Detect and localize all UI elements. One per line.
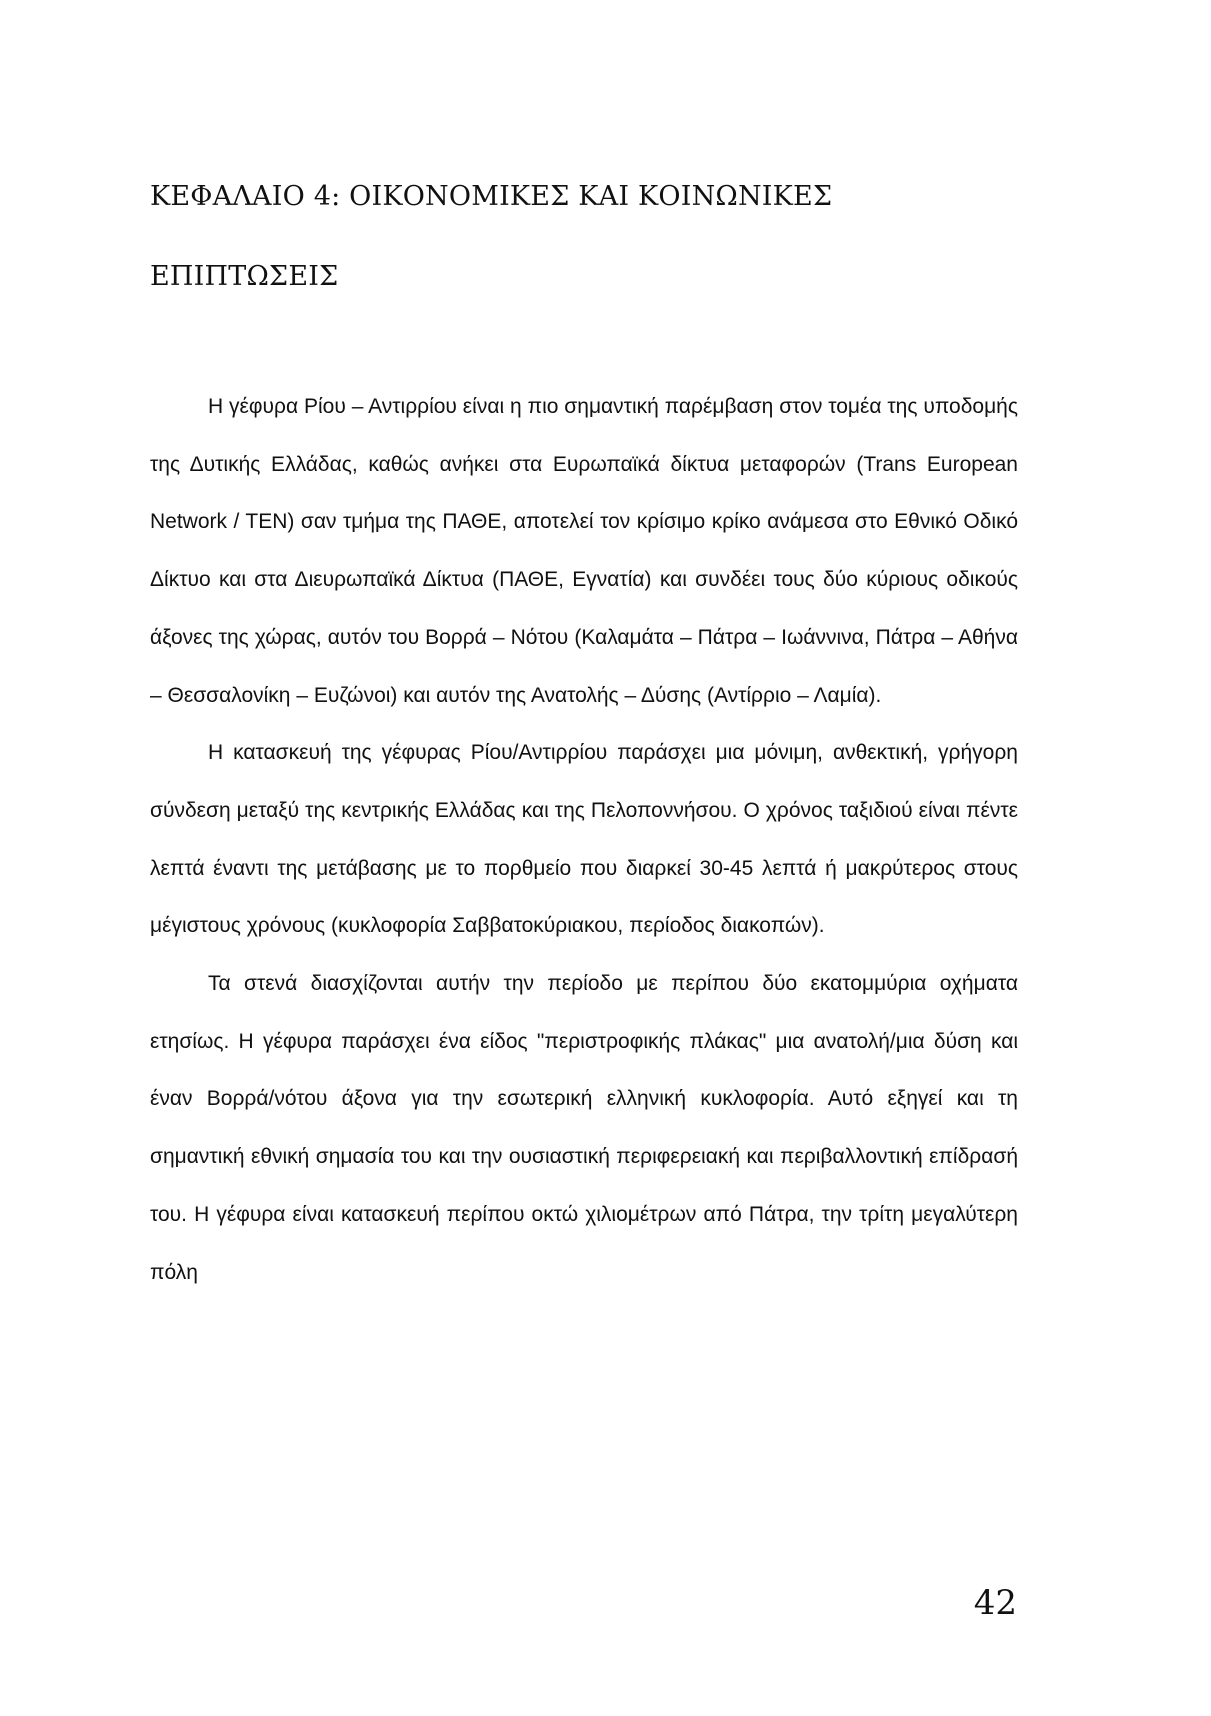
chapter-title-line-2: ΕΠΙΠΤΩΣΕΙΣ — [150, 261, 339, 292]
page-number: 42 — [973, 1583, 1017, 1623]
paragraph-1: Η γέφυρα Ρίου – Αντιρρίου είναι η πιο σημαντική παρέμβαση στον τομέα της υποδομής της Δυτικής Ελλάδας, καθώς ανήκει στα Ευρωπαϊκά δίκτυα μεταφορών (Trans European Network / TEN) σαν τμήμα της ΠΑΘΕ, αποτελεί τον κρίσιμο κρίκο ανάμεσα στο Εθνικό Οδικό Δίκτυο και στα Διευρωπαϊκά Δίκτυα (ΠΑΘΕ, Εγνατία) και συνδέει τους δύο κύριους οδικούς άξονες της χώρας, αυτόν του Βορρά – Νότου (Καλαμάτα – Πάτρα – Ιωάννινα, Πάτρα – Αθήνα – Θεσσαλονίκη – Ευζώνοι) και αυτόν της Ανατολής – Δύσης (Αντίρριο – Λαμία). — [150, 395, 1018, 707]
body-text — [150, 378, 1018, 1301]
chapter-title-line-1: ΚΕΦΑΛΑΙΟ 4: ΟΙΚΟΝΟΜΙΚΕΣ ΚΑΙ ΚΟΙΝΩΝΙΚΕΣ — [150, 181, 833, 212]
paragraph-2: Η κατασκευή της γέφυρας Ρίου/Αντιρρίου παράσχει μια μόνιμη, ανθεκτική, γρήγορη σύνδεση μεταξύ της κεντρικής Ελλάδας και της Πελοποννήσου. Ο χρόνος ταξιδιού είναι πέντε λεπτά έναντι της μετάβασης με το πορθμείο που διαρκεί 30-45 λεπτά ή μακρύτερος στους μέγιστους χρόνους (κυκλοφορία Σαββατοκύριακου, περίοδος διακοπών). — [150, 741, 1018, 938]
paragraph-3: Τα στενά διασχίζονται αυτήν την περίοδο με περίπου δύο εκατομμύρια οχήματα ετησίως. Η γέφυρα παράσχει ένα είδος "περιστροφικής πλάκας" μια ανατολή/μια δύση και έναν Βορρά/νότου άξονα για την εσωτερική ελληνική κυκλοφορία. Αυτό εξηγεί και τη σημαντική εθνική σημασία του και την ουσιαστική περιφερειακή και περιβαλλοντική επίδρασή του. Η γέφυρα είναι κατασκευή περίπου οκτώ χιλιομέτρων από Πάτρα, την τρίτη μεγαλύτερη πόλη — [150, 972, 1018, 1284]
